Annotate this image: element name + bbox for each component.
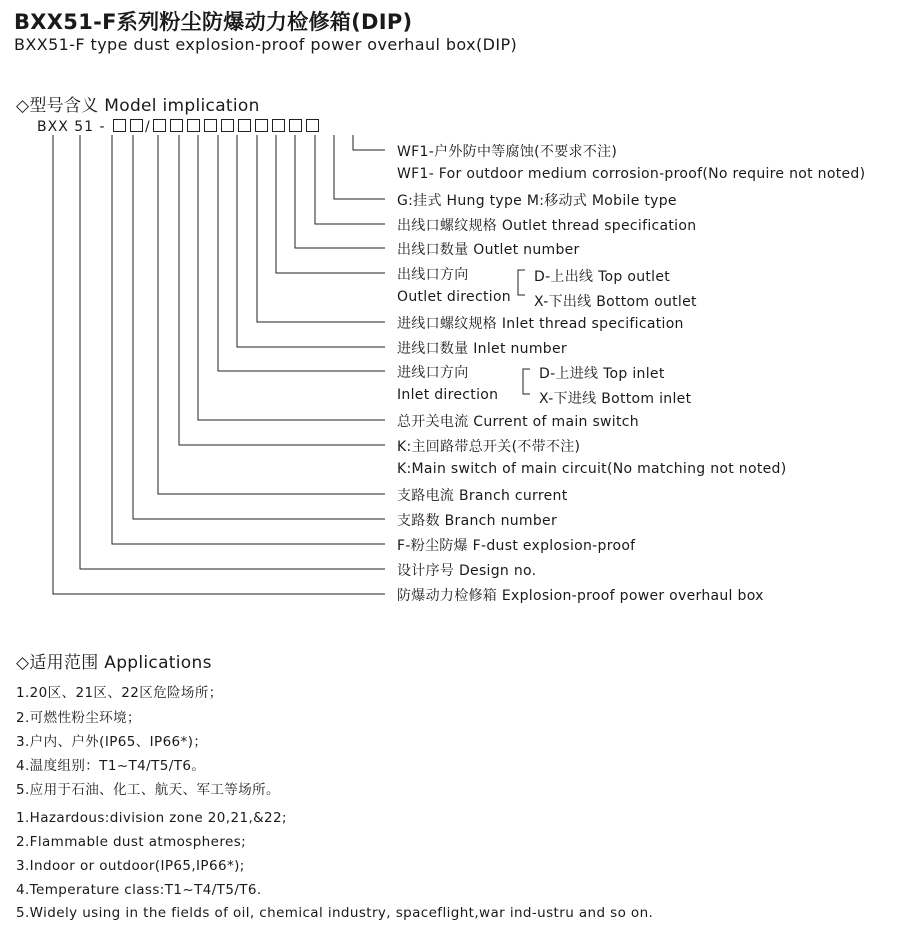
leader-line bbox=[315, 135, 385, 224]
leader-line bbox=[179, 135, 385, 445]
leader-line bbox=[218, 135, 385, 371]
label-product-type: 防爆动力检修箱 Explosion-proof power overhaul box bbox=[397, 588, 764, 604]
leader-line bbox=[334, 135, 385, 199]
application-en-item: 4.Temperature class:T1~T4/T5/T6. bbox=[16, 882, 262, 898]
application-cn-item: 4.温度组别：T1~T4/T5/T6。 bbox=[16, 758, 206, 774]
label-outlet-number: 出线口数量 Outlet number bbox=[397, 242, 580, 258]
label-mounting-type: G:挂式 Hung type M:移动式 Mobile type bbox=[397, 193, 677, 209]
label-branch-current: 支路电流 Branch current bbox=[397, 488, 568, 504]
label-main-switch-cn: K:主回路带总开关(不带不注) bbox=[397, 439, 581, 455]
outlet-option-top: D-上出线 Top outlet bbox=[534, 269, 671, 285]
label-design-no: 设计序号 Design no. bbox=[397, 563, 537, 579]
leader-line bbox=[198, 135, 385, 420]
page-title: BXX51-F系列粉尘防爆动力检修箱(DIP) bbox=[14, 10, 413, 34]
application-cn-item: 2.可燃性粉尘环境； bbox=[16, 710, 141, 726]
model-implication-heading: ◇型号含义 Model implication bbox=[16, 96, 260, 116]
application-en-item: 1.Hazardous:division zone 20,21,&22; bbox=[16, 810, 287, 826]
leader-line bbox=[133, 135, 385, 519]
model-code-slash: / bbox=[145, 119, 151, 135]
leader-line bbox=[353, 135, 385, 150]
leader-line bbox=[295, 135, 385, 248]
label-outlet-thread: 出线口螺纹规格 Outlet thread specification bbox=[397, 218, 697, 234]
label-outlet-direction-cn: 出线口方向 bbox=[397, 267, 469, 283]
inlet-option-top: D-上进线 Top inlet bbox=[539, 366, 665, 382]
model-code-prefix: BXX 51 - bbox=[37, 119, 106, 135]
label-wf1-cn: WF1-户外防中等腐蚀(不要求不注) bbox=[397, 144, 618, 160]
label-inlet-number: 进线口数量 Inlet number bbox=[397, 341, 567, 357]
label-outlet-direction-en: Outlet direction bbox=[397, 289, 511, 305]
page-subtitle: BXX51-F type dust explosion-proof power overhaul box(DIP) bbox=[14, 35, 518, 54]
label-main-switch-en: K:Main switch of main circuit(No matching not noted) bbox=[397, 461, 787, 477]
application-cn-item: 5.应用于石油、化工、航天、军工等场所。 bbox=[16, 782, 280, 798]
inlet-bracket bbox=[523, 369, 530, 394]
leader-line bbox=[80, 135, 385, 569]
leader-line bbox=[237, 135, 385, 347]
label-branch-number: 支路数 Branch number bbox=[397, 513, 558, 529]
label-dust-proof: F-粉尘防爆 F-dust explosion-proof bbox=[397, 538, 636, 554]
leader-line bbox=[112, 135, 385, 544]
inlet-option-bottom: X-下进线 Bottom inlet bbox=[539, 391, 692, 407]
leader-line bbox=[276, 135, 385, 273]
application-en-item: 2.Flammable dust atmospheres; bbox=[16, 834, 247, 850]
label-inlet-direction-en: Inlet direction bbox=[397, 387, 499, 403]
leader-line bbox=[158, 135, 385, 494]
outlet-option-bottom: X-下出线 Bottom outlet bbox=[534, 294, 697, 310]
application-en-item: 3.Indoor or outdoor(IP65,IP66*); bbox=[16, 858, 245, 874]
applications-heading: ◇适用范围 Applications bbox=[16, 653, 212, 673]
label-wf1-en: WF1- For outdoor medium corrosion-proof(No require not noted) bbox=[397, 166, 866, 182]
application-cn-item: 1.20区、21区、22区危险场所； bbox=[16, 685, 223, 701]
leader-line bbox=[53, 135, 385, 594]
outlet-bracket bbox=[518, 270, 525, 295]
label-main-switch-current: 总开关电流 Current of main switch bbox=[397, 414, 639, 430]
label-inlet-thread: 进线口螺纹规格 Inlet thread specification bbox=[397, 316, 684, 332]
label-inlet-direction-cn: 进线口方向 bbox=[397, 365, 469, 381]
application-cn-item: 3.户内、户外(IP65、IP66*)； bbox=[16, 734, 208, 750]
application-en-item: 5.Widely using in the fields of oil, chemical industry, spaceflight,war ind-ustru and so on. bbox=[16, 905, 654, 921]
